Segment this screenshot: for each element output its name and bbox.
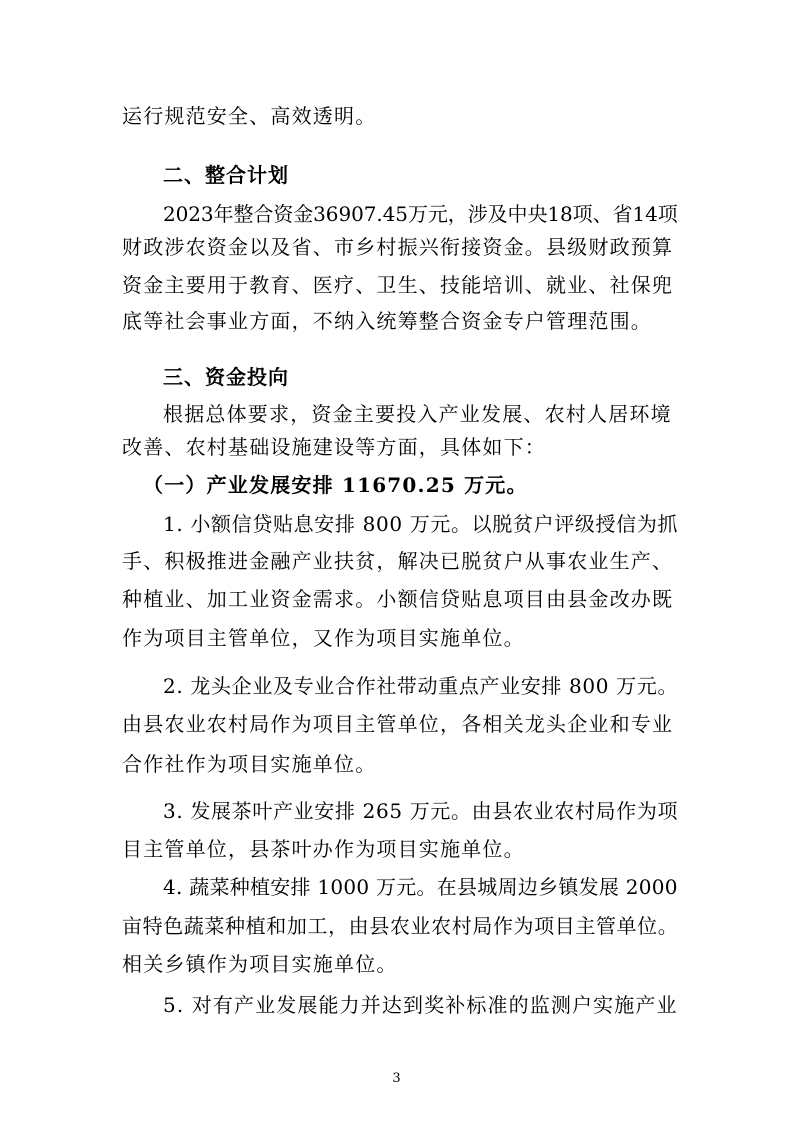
subsection-heading-industry: （一）产业发展安排 11670.25 万元。 <box>143 473 528 497</box>
paragraph-line: 资金主要用于教育、医疗、卫生、技能培训、就业、社保兜 <box>122 273 674 297</box>
paragraph-line: 底等社会事业方面，不纳入统筹整合资金专户管理范围。 <box>122 309 652 333</box>
paragraph-line: 相关乡镇作为项目实施单位。 <box>122 952 398 976</box>
paragraph-line: 种植业、加工业资金需求。小额信贷贴息项目由县金改办既 <box>122 587 674 611</box>
paragraph-line: 3. 发展茶叶产业安排 265 万元。由县农业农村局作为项 <box>163 799 679 823</box>
paragraph-line: 1. 小额信贷贴息安排 800 万元。以脱贫户评级授信为抓 <box>163 512 679 536</box>
paragraph-line: 财政涉农资金以及省、市乡村振兴衔接资金。县级财政预算 <box>122 235 674 259</box>
paragraph-line: 目主管单位，县茶叶办作为项目实施单位。 <box>122 837 525 861</box>
paragraph-line: 2023年整合资金36907.45万元，涉及中央18项、省14项 <box>163 202 678 226</box>
paragraph-line: 5. 对有产业发展能力并达到奖补标准的监测户实施产业 <box>163 993 678 1017</box>
paragraph-line: 4. 蔬菜种植安排 1000 万元。在县城周边乡镇发展 2000 <box>163 875 678 899</box>
paragraph-line: 2. 龙头企业及专业合作社带动重点产业安排 800 万元。 <box>163 674 679 698</box>
paragraph-line: 合作社作为项目实施单位。 <box>122 752 377 776</box>
section-heading-integration-plan: 二、整合计划 <box>163 163 289 187</box>
page-number: 3 <box>392 1071 401 1086</box>
paragraph-line: 亩特色蔬菜种植和加工，由县农业农村局作为项目主管单位。 <box>122 914 679 938</box>
section-heading-fund-allocation: 三、资金投向 <box>163 365 289 389</box>
paragraph-line: 根据总体要求，资金主要投入产业发展、农村人居环境 <box>163 402 672 426</box>
paragraph-line: 改善、农村基础设施建设等方面，具体如下： <box>122 435 546 459</box>
paragraph-line: 作为项目主管单位，又作为项目实施单位。 <box>122 626 525 650</box>
paragraph-line: 运行规范安全、高效透明。 <box>122 104 377 128</box>
paragraph-line: 由县农业农村局作为项目主管单位，各相关龙头企业和专业 <box>122 712 674 736</box>
paragraph-line: 手、积极推进金融产业扶贫，解决已脱贫户从事农业生产、 <box>122 549 674 573</box>
